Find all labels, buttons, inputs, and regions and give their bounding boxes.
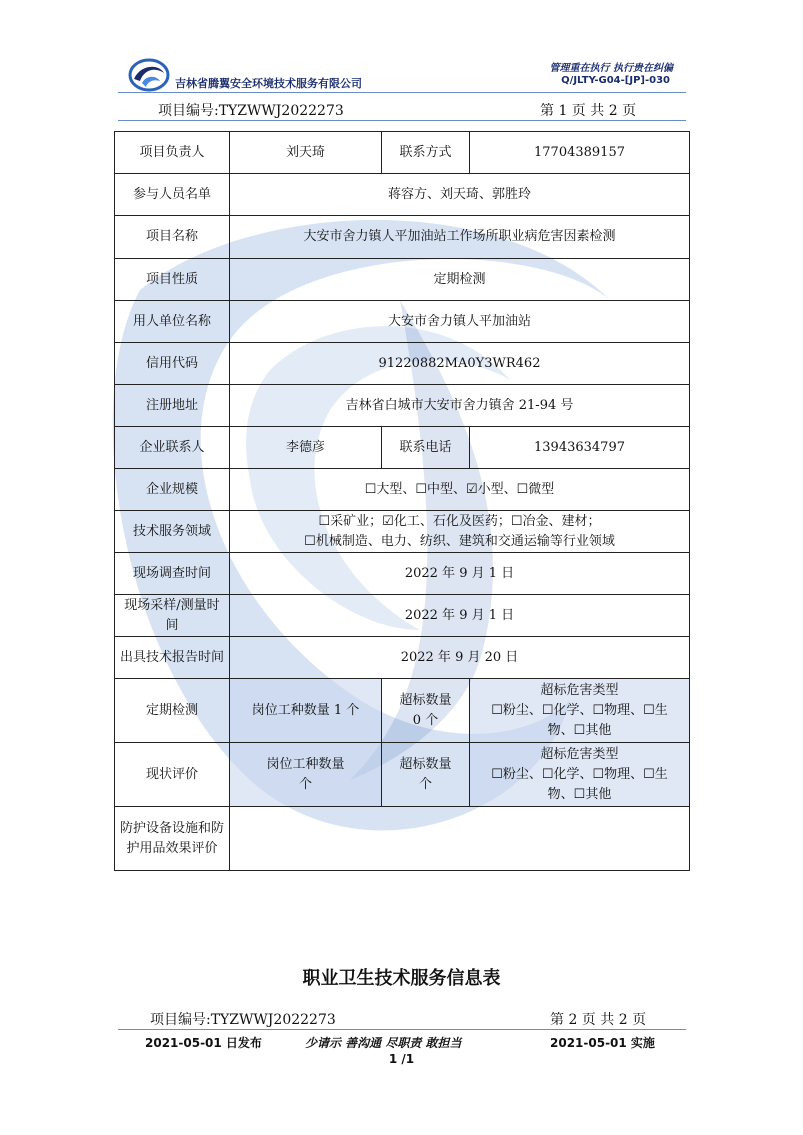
company-contact-label: 企业联系人 (115, 427, 230, 469)
periodic-exceed (382, 679, 470, 743)
page2-page-info: 第 2 页 共 2 页 (550, 1012, 647, 1028)
status-posts (230, 743, 382, 807)
status-hazard-title: 超标危害类型 (540, 746, 619, 762)
header-slogan: 管理重在执行 执行贵在纠偏 (549, 63, 673, 74)
table-row (115, 807, 690, 871)
contact-value: 17704389157 (470, 132, 690, 174)
periodic-exceed-value: 0 个 (412, 712, 439, 728)
table-row (115, 637, 690, 679)
report-time-label: 出具技术报告时间 (115, 637, 230, 679)
scale-label: 企业规模 (115, 469, 230, 511)
survey-time-label: 现场调查时间 (115, 553, 230, 595)
status-hazard-line-1: ☐粉尘、☐化学、☐物理、☐生 (491, 766, 668, 782)
address-label: 注册地址 (115, 385, 230, 427)
table-row (115, 132, 690, 174)
credit-code-label: 信用代码 (115, 343, 230, 385)
credit-code-value: 91220882MA0Y3WR462 (230, 343, 690, 385)
page-count: 1 /1 (388, 1052, 415, 1066)
document-code: Q/JLTY-G04-[JP]-030 (561, 75, 670, 86)
table-row (115, 174, 690, 216)
employer-value: 大安市舍力镇人平加油站 (230, 301, 690, 343)
table-row (115, 553, 690, 595)
status-hazard-line-2: 物、☐其他 (547, 786, 612, 802)
table-row (115, 427, 690, 469)
issue-date: 2021-05-01 日发布 (145, 1036, 262, 1050)
members-label: 参与人员名单 (115, 174, 230, 216)
service-field-label: 技术服务领域 (115, 511, 230, 553)
members-value: 蒋容方、刘天琦、郭胜玲 (230, 174, 690, 216)
status-exceed-unit: 个 (418, 776, 432, 792)
table-row (115, 511, 690, 553)
table-row (115, 385, 690, 427)
effective-date: 2021-05-01 实施 (550, 1036, 655, 1050)
leader-value: 刘天琦 (230, 132, 382, 174)
periodic-label: 定期检测 (115, 679, 230, 743)
periodic-hazard (470, 679, 690, 743)
header-rule (118, 92, 686, 93)
project-nature-label: 项目性质 (115, 259, 230, 301)
project-nature-value: 定期检测 (230, 259, 690, 301)
periodic-hazard-line-2: 物、☐其他 (547, 722, 612, 738)
page-info: 第 1 页 共 2 页 (540, 103, 637, 119)
company-contact-value: 李德彦 (230, 427, 382, 469)
periodic-exceed-label: 超标数量 (399, 692, 452, 708)
status-posts-unit: 个 (298, 776, 312, 792)
protection-label: 防护设备设施和防护用品效果评价 (115, 807, 230, 871)
scale-value: ☐大型、☐中型、☑小型、☐微型 (230, 469, 690, 511)
periodic-posts: 岗位工种数量 1 个 (230, 679, 382, 743)
page2-project-number: 项目编号:TYZWWJ2022273 (150, 1012, 336, 1028)
address-value: 吉林省白城市大安市舍力镇舍 21-94 号 (230, 385, 690, 427)
phone-value: 13943634797 (470, 427, 690, 469)
table-row (115, 595, 690, 637)
table-row (115, 216, 690, 259)
employer-label: 用人单位名称 (115, 301, 230, 343)
survey-time-value: 2022 年 9 月 1 日 (230, 553, 690, 595)
status-posts-label: 岗位工种数量 (266, 756, 345, 772)
project-rule (118, 120, 686, 121)
table-row (115, 679, 690, 743)
service-field-line-2: ☐机械制造、电力、纺织、建筑和交通运输等行业领域 (304, 533, 615, 549)
table-row (115, 259, 690, 301)
report-time-value: 2022 年 9 月 20 日 (230, 637, 690, 679)
sampling-time-value: 2022 年 9 月 1 日 (230, 595, 690, 637)
page2-title: 职业卫生技术服务信息表 (302, 968, 501, 989)
periodic-hazard-line-1: ☐粉尘、☐化学、☐物理、☐生 (491, 702, 668, 718)
status-exceed-label: 超标数量 (399, 756, 452, 772)
service-field-line-1: ☐采矿业；☑化工、石化及医药；☐冶金、建材； (318, 513, 601, 529)
sampling-time-label: 现场采样/测量时间 (115, 595, 230, 637)
table-row (115, 301, 690, 343)
page2-rule (118, 1029, 686, 1030)
table-row (115, 743, 690, 807)
project-name-value: 大安市舍力镇人平加油站工作场所职业病危害因素检测 (230, 216, 690, 259)
leader-label: 项目负责人 (115, 132, 230, 174)
status-hazard (470, 743, 690, 807)
periodic-hazard-title: 超标危害类型 (540, 682, 619, 698)
footer-motto: 少请示 善沟通 尽职责 敢担当 (305, 1036, 462, 1050)
protection-value (230, 807, 690, 871)
table-row (115, 343, 690, 385)
phone-label: 联系电话 (382, 427, 470, 469)
table-row (115, 469, 690, 511)
company-name: 吉林省腾翼安全环境技术服务有限公司 (175, 77, 362, 90)
status-exceed (382, 743, 470, 807)
project-number: 项目编号:TYZWWJ2022273 (158, 103, 344, 119)
service-field-value (230, 511, 690, 553)
contact-label: 联系方式 (382, 132, 470, 174)
project-name-label: 项目名称 (115, 216, 230, 259)
service-info-table (114, 131, 690, 871)
company-logo (128, 57, 170, 93)
status-label: 现状评价 (115, 743, 230, 807)
